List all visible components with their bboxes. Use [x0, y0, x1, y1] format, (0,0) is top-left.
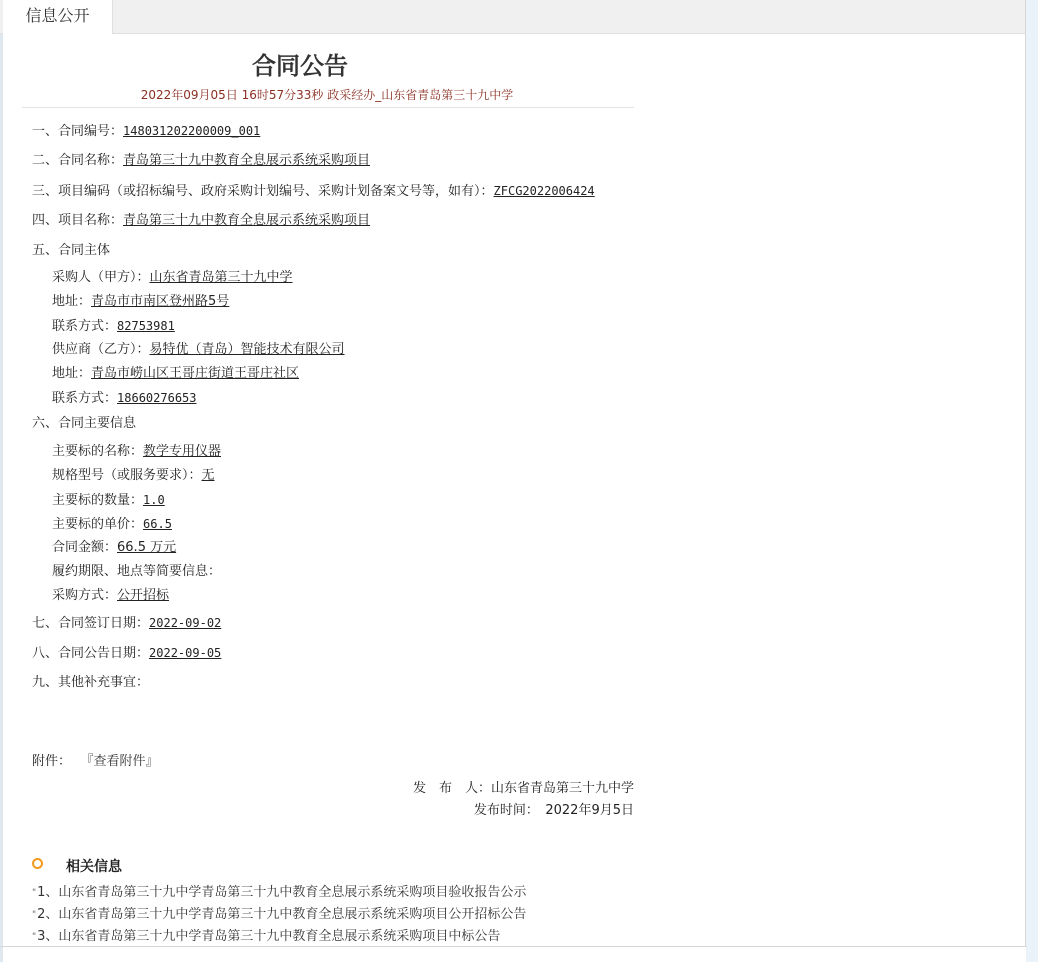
quote-mark-icon: "	[32, 910, 37, 920]
page-title: 合同公告	[252, 52, 348, 80]
related-link-3[interactable]	[32, 928, 500, 946]
unit-price-value: 66.5	[143, 517, 172, 531]
supplier-value: 易特优（青岛）智能技术有限公司	[149, 342, 345, 357]
left-edge	[0, 0, 3, 962]
tab-bar	[0, 0, 1025, 34]
other-row	[32, 674, 149, 692]
unit-price-row	[52, 515, 172, 534]
buyer-address-row	[52, 293, 229, 311]
supplier-address-row	[52, 365, 299, 383]
term-label: 履约期限、地点等简要信息：	[52, 564, 222, 579]
method-value: 公开招标	[117, 588, 170, 603]
frame-border	[1025, 0, 1026, 947]
contract-no-row	[32, 122, 260, 141]
amount-label: 合同金额：	[52, 540, 118, 555]
method-row	[52, 587, 169, 605]
contract-name-label: 二、合同名称：	[32, 153, 124, 168]
contract-no-label: 一、合同编号：	[32, 124, 124, 139]
supplier-contact-label: 联系方式：	[52, 391, 118, 406]
sign-date-label: 七、合同签订日期：	[32, 616, 150, 631]
amount-row	[52, 539, 176, 557]
announce-date-value: 2022-09-05	[149, 646, 222, 660]
related-link-2-text: 2、山东省青岛第三十九中学青岛第三十九中教育全息展示系统采购项目公开招标公告	[37, 907, 527, 922]
contract-name-value: 青岛第三十九中教育全息展示系统采购项目	[123, 153, 371, 168]
contract-no-value: 148031202200009_001	[123, 124, 261, 138]
view-attachment-link[interactable]: 『查看附件』	[87, 754, 159, 769]
other-label: 九、其他补充事宜：	[32, 675, 150, 690]
buyer-row	[52, 269, 293, 287]
supplier-address-value: 青岛市崂山区王哥庄街道王哥庄社区	[91, 366, 300, 381]
supplier-contact-value: 18660276653	[117, 391, 197, 405]
item-name-row	[52, 443, 221, 461]
frame-border-bottom	[0, 946, 1027, 947]
buyer-address-value: 青岛市市南区登州路5号	[91, 294, 230, 309]
project-name-row	[32, 212, 370, 230]
supplier-address-label: 地址：	[52, 366, 92, 381]
item-name-label: 主要标的名称：	[52, 444, 144, 459]
project-code-row	[32, 182, 595, 201]
project-code-value: ZFCG2022006424	[493, 184, 595, 198]
publish-meta: 2022年09月05日 16时57分33秒 政采经办_山东省青岛第三十九中学	[140, 88, 514, 102]
right-scroll-edge	[1026, 0, 1038, 962]
publisher-line: 发 布 人：山东省青岛第三十九中学	[412, 781, 634, 796]
related-info-title: 相关信息	[66, 859, 122, 875]
item-name-value: 教学专用仪器	[143, 444, 222, 459]
project-code-label: 三、项目编码（或招标编号、政府采购计划编号、采购计划备案文号等，如有）：	[32, 184, 494, 199]
contract-subject-label: 五、合同主体	[32, 243, 111, 258]
supplier-label: 供应商（乙方）：	[52, 342, 150, 357]
sign-date-value: 2022-09-02	[149, 616, 222, 630]
quantity-row	[52, 491, 165, 510]
project-name-label: 四、项目名称：	[32, 213, 124, 228]
main-info-heading	[32, 415, 136, 433]
quote-mark-icon: "	[32, 888, 37, 898]
supplier-row	[52, 341, 345, 359]
related-link-3-text: 3、山东省青岛第三十九中学青岛第三十九中教育全息展示系统采购项目中标公告	[37, 929, 501, 944]
contract-subject-heading	[32, 242, 110, 260]
main-info-label: 六、合同主要信息	[32, 416, 137, 431]
method-label: 采购方式：	[52, 588, 118, 603]
orange-circle-icon	[32, 858, 43, 869]
unit-price-label: 主要标的单价：	[52, 517, 144, 532]
related-link-1-text: 1、山东省青岛第三十九中学青岛第三十九中教育全息展示系统采购项目验收报告公示	[37, 885, 527, 900]
attachment-label: 附件：	[32, 754, 72, 769]
announce-date-row	[32, 644, 221, 663]
publish-time-line: 发布时间： 2022年9月5日	[473, 803, 634, 818]
related-link-2[interactable]	[32, 906, 526, 924]
announce-date-label: 八、合同公告日期：	[32, 646, 150, 661]
related-link-1[interactable]	[32, 884, 526, 902]
spec-value: 无	[201, 468, 215, 483]
amount-value: 66.5 万元	[117, 540, 177, 555]
spec-label: 规格型号（或服务要求）：	[52, 468, 202, 483]
quote-mark-icon: "	[32, 932, 37, 942]
buyer-label: 采购人（甲方）：	[52, 270, 150, 285]
sign-date-row	[32, 614, 221, 633]
quantity-label: 主要标的数量：	[52, 493, 144, 508]
supplier-contact-row	[52, 389, 197, 408]
quantity-value: 1.0	[143, 493, 165, 507]
project-name-value: 青岛第三十九中教育全息展示系统采购项目	[123, 213, 371, 228]
attachment-row	[32, 753, 159, 771]
contract-name-row	[32, 152, 370, 170]
buyer-contact-row	[52, 317, 175, 336]
buyer-address-label: 地址：	[52, 294, 92, 309]
term-row	[52, 563, 221, 581]
tab-info-public[interactable]: 信息公开	[3, 0, 113, 34]
title-divider	[22, 107, 634, 108]
spec-row	[52, 467, 215, 485]
buyer-contact-value: 82753981	[117, 319, 175, 333]
buyer-contact-label: 联系方式：	[52, 319, 118, 334]
buyer-value: 山东省青岛第三十九中学	[149, 270, 293, 285]
